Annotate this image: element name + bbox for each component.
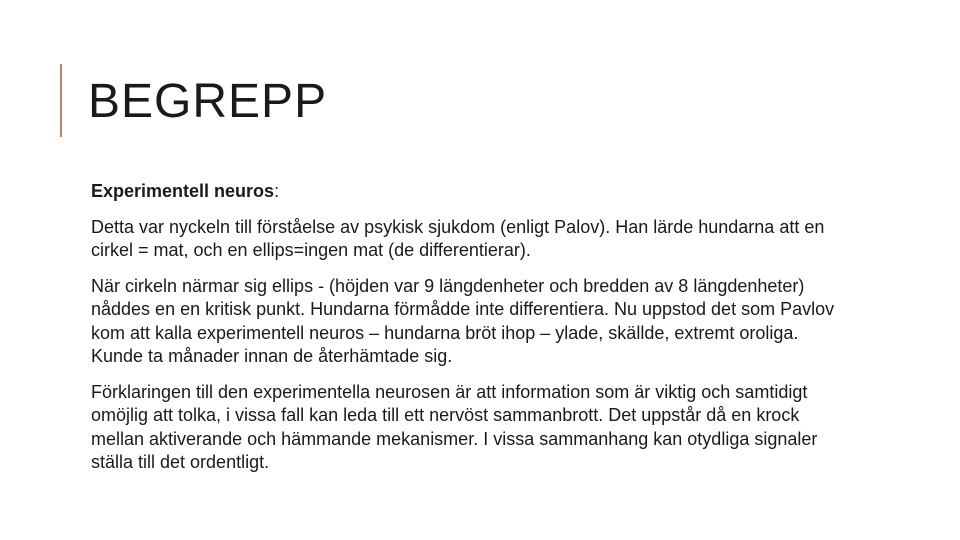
section-heading-suffix: : [274,181,280,201]
paragraph-explanation: Förklaringen till den experimentella neurosen är att information som är viktig och samtidigt omöjlig att tolka, i vissa fall kan leda till ett nervöst sammanbrott. Det uppstår då en krock mellan aktiverande och hämmande mekanismer. I vissa sammanhang kan otydliga signaler ställa till det ordentligt. [91,381,818,472]
slide-body [91,180,841,487]
paragraph-definition: Detta var nyckeln till förståelse av psykisk sjukdom (enligt Palov). Han lärde hundarna att en cirkel = mat, och en ellips=ingen mat (de differentierar). [91,216,825,260]
title-accent-bar [60,64,62,137]
slide-title: BEGREPP [88,75,328,128]
paragraph-experiment: När cirkeln närmar sig ellips - (höjden var 9 längdenheter och bredden av 8 längdenheter) nåddes en en kritisk punkt. Hundarna förmådde inte differentiera. Nu uppstod det som Pavlov kom att kalla experimentell neuros – hundarna bröt ihop – ylade, skällde, extremt oroliga. Kunde ta månader innan de återhämtade sig. [91,275,835,366]
section-heading-bold: Experimentell neuros [91,181,275,201]
section-heading [91,180,841,204]
